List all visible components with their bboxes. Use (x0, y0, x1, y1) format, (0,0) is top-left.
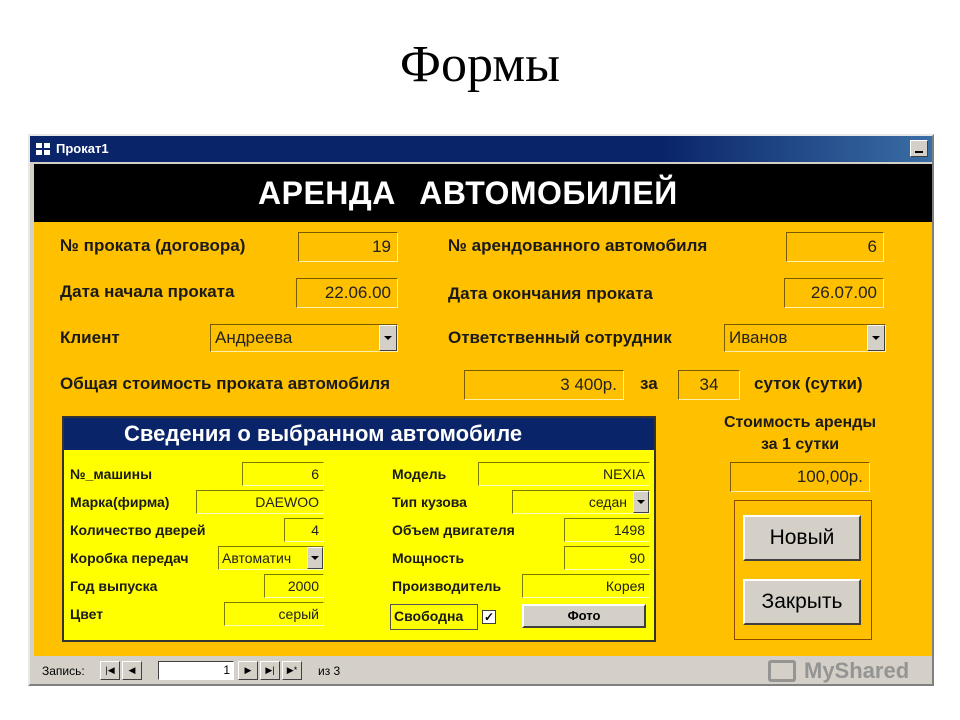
rental-no-label: № проката (договора) (60, 236, 246, 255)
new-record-button[interactable]: Новый (743, 515, 861, 561)
window-title: Прокат1 (56, 141, 109, 156)
next-record-icon[interactable]: ▶ (238, 661, 258, 680)
body-type-combo[interactable] (512, 490, 650, 514)
free-label: Свободна (394, 608, 464, 624)
power-field[interactable]: 90 (564, 546, 650, 570)
year-label: Год выпуска (70, 578, 158, 594)
subform-header: Сведения о выбранном автомобиле (64, 418, 654, 450)
doors-label: Количество дверей (70, 522, 206, 538)
chevron-down-icon[interactable] (379, 325, 397, 351)
engine-field[interactable]: 1498 (564, 518, 650, 542)
form-header: АРЕНДА АВТОМОБИЛЕЙ (34, 164, 932, 222)
current-record-field[interactable]: 1 (158, 661, 234, 680)
watermark (768, 656, 928, 692)
chevron-down-icon[interactable] (867, 325, 885, 351)
body-type-value: седан (588, 494, 627, 510)
rental-no-field[interactable]: 19 (298, 232, 398, 262)
start-date-field[interactable]: 22.06.00 (296, 278, 398, 308)
minimize-icon (915, 151, 923, 153)
daily-cost-label-1: Стоимость аренды (723, 414, 877, 431)
engine-label: Объем двигателя (392, 522, 515, 538)
start-date-label: Дата начала проката (60, 282, 235, 301)
record-count: из 3 (318, 664, 341, 678)
car-no-label: № арендованного автомобиля (448, 236, 708, 255)
slide-title: Формы (399, 36, 561, 93)
employee-value: Иванов (729, 328, 788, 347)
minimize-button[interactable] (910, 140, 928, 157)
new-record-icon[interactable]: ▶* (282, 661, 302, 680)
power-label: Мощность (392, 550, 465, 566)
gearbox-combo[interactable] (218, 546, 324, 570)
employee-combo[interactable] (724, 324, 886, 352)
body-type-label: Тип кузова (392, 494, 467, 510)
car-no-sub-field[interactable]: 6 (242, 462, 324, 486)
days-label: суток (сутки) (754, 374, 863, 393)
form-body (34, 164, 932, 656)
client-value: Андреева (215, 328, 293, 347)
buttons-frame (734, 500, 872, 640)
maker-label: Производитель (392, 578, 502, 594)
maker-field[interactable]: Корея (522, 574, 650, 598)
photo-button[interactable]: Фото (522, 604, 646, 628)
model-field[interactable]: NEXIA (478, 462, 650, 486)
chevron-down-icon[interactable] (307, 547, 323, 569)
car-details-subform (62, 416, 656, 642)
car-no-field[interactable]: 6 (786, 232, 884, 262)
watermark-logo-icon (768, 660, 796, 682)
doors-field[interactable]: 4 (284, 518, 324, 542)
total-cost-field[interactable]: 3 400р. (464, 370, 624, 400)
watermark-text: MyShared (804, 658, 910, 683)
days-field[interactable]: 34 (678, 370, 740, 400)
brand-field[interactable]: DAEWOO (196, 490, 324, 514)
gearbox-value: Автоматич (222, 550, 292, 566)
for-label: за (640, 374, 658, 393)
client-combo[interactable] (210, 324, 398, 352)
first-record-icon[interactable]: |◀ (100, 661, 120, 680)
total-cost-label: Общая стоимость проката автомобиля (60, 374, 391, 393)
record-label: Запись: (42, 664, 85, 678)
color-field[interactable]: серый (224, 602, 324, 626)
form-icon[interactable] (36, 143, 50, 155)
daily-cost-label-2: за 1 сутки (760, 436, 840, 453)
window-titlebar[interactable] (30, 136, 932, 162)
prev-record-icon[interactable]: ◀ (122, 661, 142, 680)
end-date-field[interactable]: 26.07.00 (784, 278, 884, 308)
color-label: Цвет (70, 606, 104, 622)
employee-label: Ответственный сотрудник (448, 328, 672, 347)
access-form-window (28, 134, 934, 686)
last-record-icon[interactable]: ▶| (260, 661, 280, 680)
gearbox-label: Коробка передач (70, 550, 189, 566)
model-label: Модель (392, 466, 447, 482)
daily-cost-field[interactable]: 100,00р. (730, 462, 870, 492)
end-date-label: Дата окончания проката (448, 284, 653, 303)
chevron-down-icon[interactable] (633, 491, 649, 513)
year-field[interactable]: 2000 (264, 574, 324, 598)
close-button[interactable]: Закрыть (743, 579, 861, 625)
brand-label: Марка(фирма) (70, 494, 170, 510)
car-no-sub-label: №_машины (70, 466, 153, 482)
free-checkbox[interactable]: ✓ (483, 610, 495, 624)
client-label: Клиент (60, 328, 120, 347)
